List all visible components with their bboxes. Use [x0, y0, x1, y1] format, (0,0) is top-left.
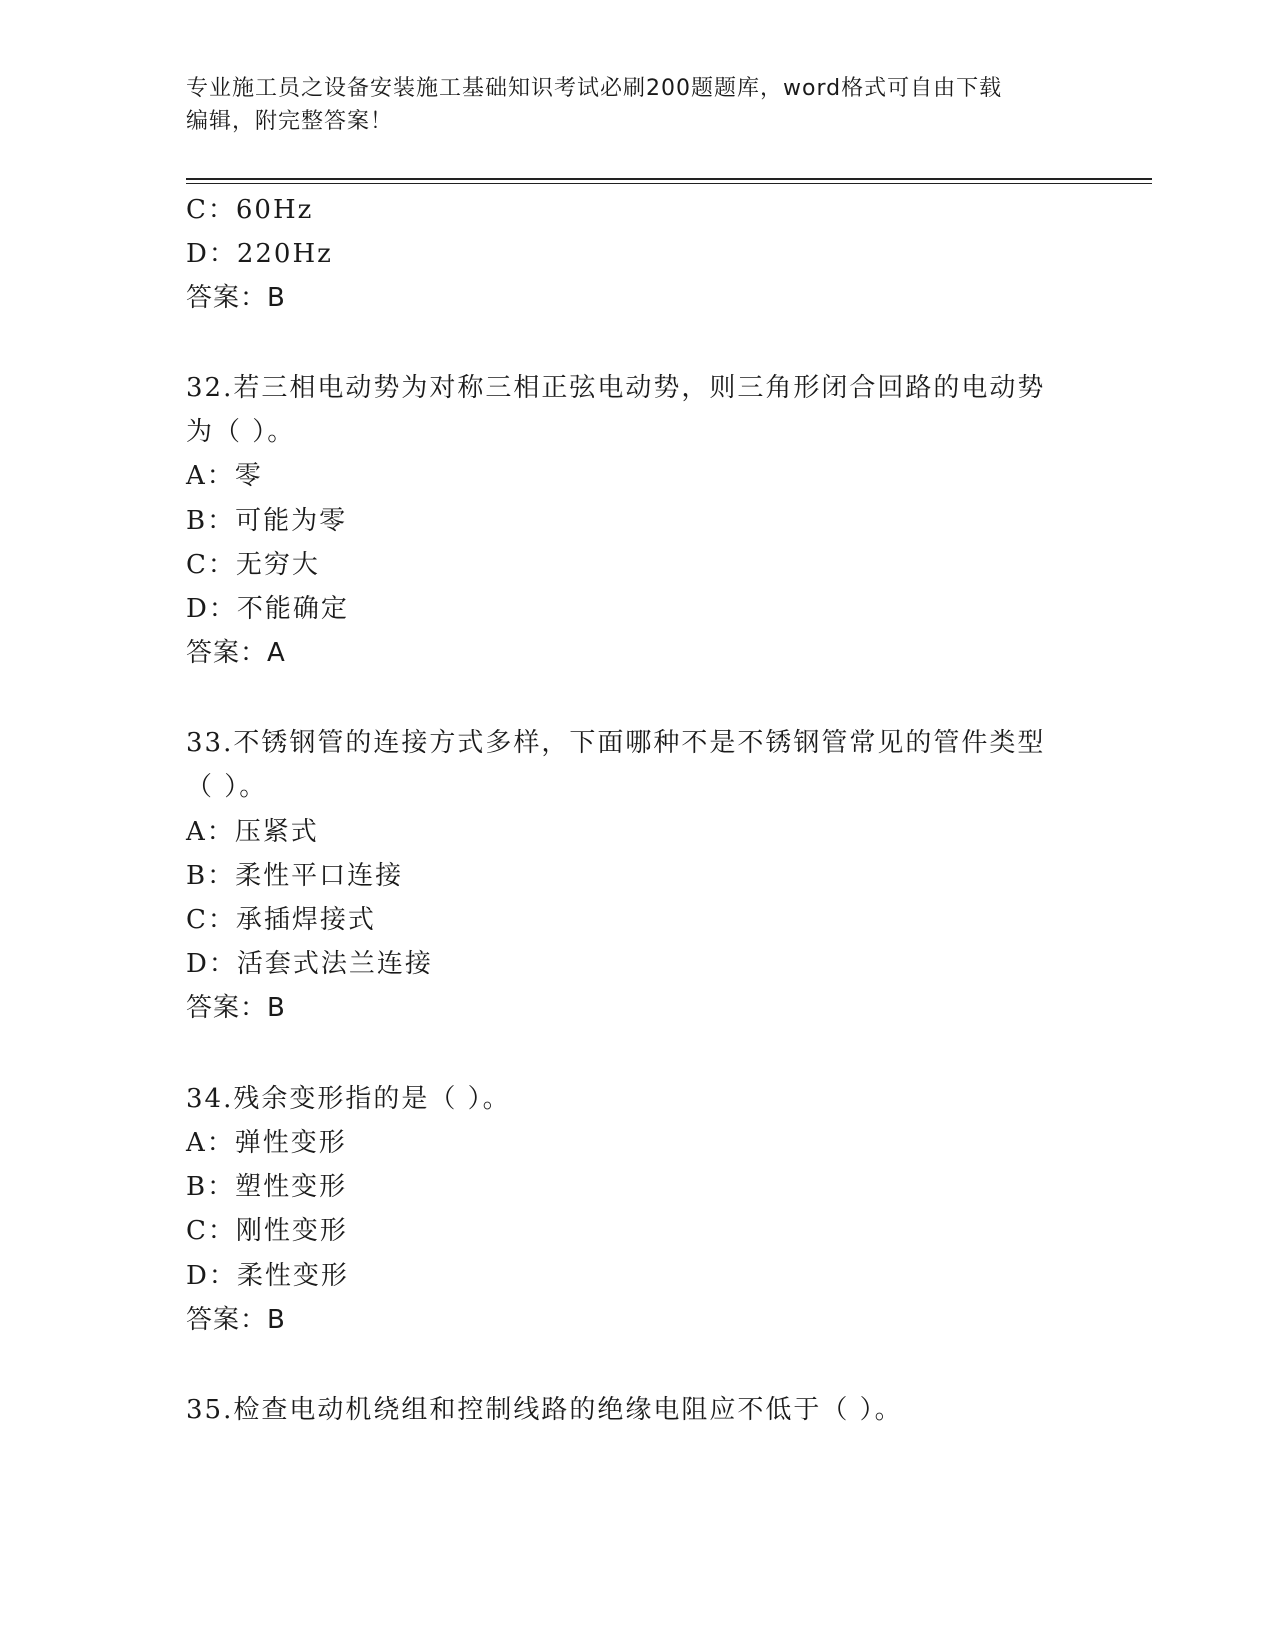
q32-option-d: D：不能确定: [186, 594, 349, 624]
header-line-1: 专业施工员之设备安装施工基础知识考试必刷200题题库，word格式可自由下载: [186, 76, 1003, 101]
q34-option-a: A：弹性变形: [186, 1128, 347, 1158]
q32-option-c: C：无穷大: [186, 550, 320, 580]
q34-option-d: D：柔性变形: [186, 1261, 349, 1291]
q33-option-b: B：柔性平口连接: [186, 861, 404, 891]
q34-question: 34.残余变形指的是（ ）。: [186, 1084, 511, 1114]
q32-question-line-1: 32.若三相电动势为对称三相正弦电动势，则三角形闭合回路的电动势: [186, 373, 1046, 403]
page-header: [186, 72, 1086, 138]
q34-option-c: C：刚性变形: [186, 1216, 348, 1246]
q31-answer: 答案：B: [186, 283, 286, 313]
q33-option-d: D：活套式法兰连接: [186, 949, 433, 979]
header-line-2: 编辑，附完整答案！: [186, 109, 394, 134]
q35-question: 35.检查电动机绕组和控制线路的绝缘电阻应不低于（ ）。: [186, 1395, 903, 1425]
q33-option-c: C：承插焊接式: [186, 905, 376, 935]
header-rule-thin: [186, 183, 1152, 184]
q32-option-b: B：可能为零: [186, 506, 348, 536]
q33-answer: 答案：B: [186, 993, 286, 1023]
q34-option-b: B：塑性变形: [186, 1172, 348, 1202]
q31-option-c: C：60Hz: [186, 195, 314, 225]
q33-question-line-1: 33.不锈钢管的连接方式多样，下面哪种不是不锈钢管常见的管件类型: [186, 728, 1046, 758]
q32-option-a: A：零: [186, 461, 263, 491]
q34-answer: 答案：B: [186, 1305, 286, 1335]
q31-option-d: D：220Hz: [186, 239, 333, 269]
header-rule-thick: [186, 178, 1152, 180]
q32-question-line-2: 为（ ）。: [186, 417, 296, 447]
q33-option-a: A：压紧式: [186, 817, 319, 847]
q32-answer: 答案：A: [186, 638, 286, 668]
q33-question-line-2: （ ）。: [186, 772, 268, 802]
